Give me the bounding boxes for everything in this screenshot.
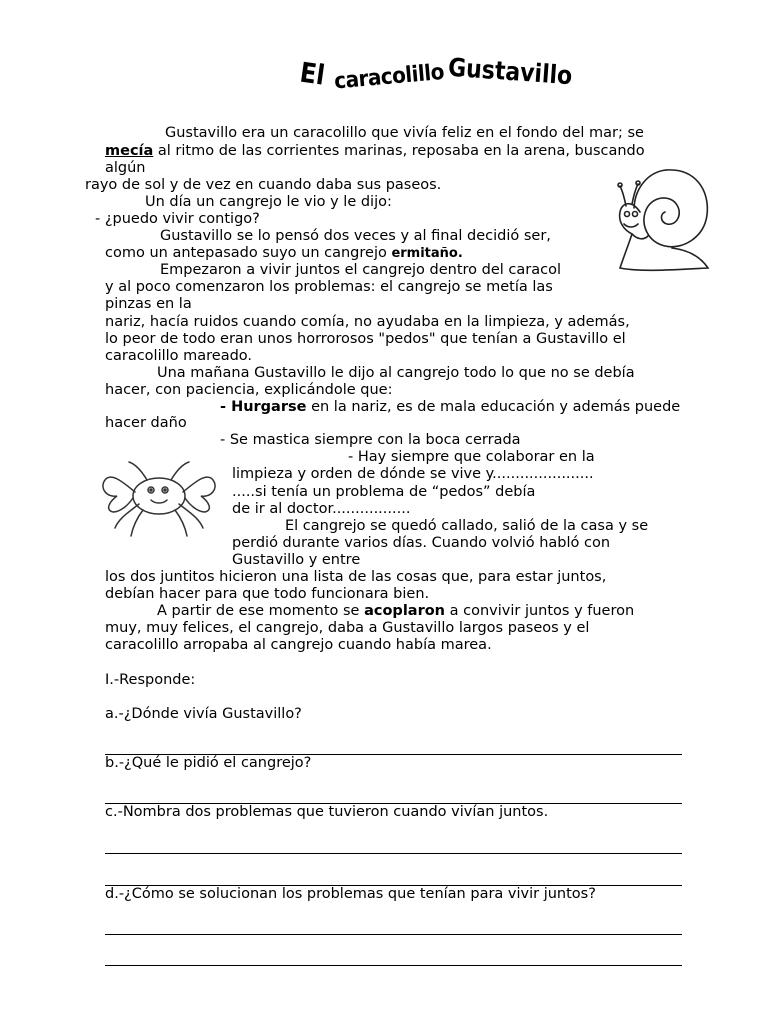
- story-line: - Se mastica siempre con la boca cerrada: [220, 432, 521, 448]
- story-line: - ¿puedo vivir contigo?: [95, 211, 260, 227]
- question-b: b.-¿Qué le pidió el cangrejo?: [105, 755, 312, 771]
- story-line: limpieza y orden de dónde se vive y......................: [232, 466, 594, 482]
- story-line: Gustavillo se lo pensó dos veces y al final decidió ser,: [160, 228, 551, 244]
- word-acoplaron: acoplaron: [364, 603, 446, 619]
- story-line: Empezaron a vivir juntos el cangrejo dentro del caracol: [160, 262, 561, 278]
- story-line: de ir al doctor.................: [232, 501, 411, 517]
- story-line: caracolillo mareado.: [105, 348, 253, 364]
- story-line: y al poco comenzaron los problemas: el cangrejo se metía las: [105, 279, 553, 295]
- title-word-gustavillo: Gustavillo: [447, 53, 574, 92]
- word-hurgarse: - Hurgarse: [220, 399, 307, 415]
- story-line: lo peor de todo eran unos horrorosos "pedos" que tenían a Gustavillo el: [105, 331, 626, 347]
- story-line: nariz, hacía ruidos cuando comía, no ayudaba en la limpieza, y además,: [105, 314, 630, 330]
- word-mecia: mecía: [105, 143, 154, 159]
- story-line: .....si tenía un problema de “pedos” debía: [232, 484, 536, 500]
- story-line: Gustavillo era un caracolillo que vivía feliz en el fondo del mar; se: [165, 125, 644, 141]
- snail-icon: [610, 160, 715, 278]
- story-line: hacer, con paciencia, explicándole que:: [105, 382, 393, 398]
- story-line: - Hay siempre que colaborar en la: [348, 449, 595, 465]
- answer-line: [105, 934, 682, 935]
- title-word-caracolillo: caracolillo: [333, 58, 445, 94]
- story-line: El cangrejo se quedó callado, salió de la casa y se: [285, 518, 649, 534]
- question-a: a.-¿Dónde vivía Gustavillo?: [105, 706, 302, 722]
- story-line: rayo de sol y de vez en cuando daba sus paseos.: [85, 177, 442, 193]
- title-word-el: El: [297, 56, 327, 92]
- page-title: [297, 53, 574, 106]
- story-line: A partir de ese momento se acoplaron a convivir juntos y fueron: [157, 603, 635, 619]
- story-line: - Hurgarse en la nariz, es de mala educación y además puede: [220, 399, 681, 415]
- story-line: Gustavillo y entre: [232, 552, 361, 568]
- question-c: c.-Nombra dos problemas que tuvieron cuando vivían juntos.: [105, 804, 549, 820]
- question-d: d.-¿Cómo se solucionan los problemas que tenían para vivir juntos?: [105, 886, 596, 902]
- story-line: muy, muy felices, el cangrejo, daba a Gustavillo largos paseos y el: [105, 620, 590, 636]
- story-line: hacer daño: [105, 415, 187, 431]
- story-line: mecía al ritmo de las corrientes marinas, reposaba en la arena, buscando: [105, 143, 645, 159]
- story-line: caracolillo arropaba al cangrejo cuando había marea.: [105, 637, 492, 653]
- answer-line: [105, 853, 682, 854]
- story-line: Una mañana Gustavillo le dijo al cangrejo todo lo que no se debía: [157, 365, 635, 381]
- story-line: los dos juntitos hicieron una lista de las cosas que, para estar juntos,: [105, 569, 607, 585]
- story-line: perdió durante varios días. Cuando volvió habló con: [232, 535, 611, 551]
- word-ermitano: ermitaño.: [391, 246, 463, 261]
- story-line: Un día un cangrejo le vio y le dijo:: [145, 194, 392, 210]
- story-line: algún: [105, 160, 146, 176]
- crab-icon: [95, 452, 223, 540]
- story-line: debían hacer para que todo funcionara bien.: [105, 586, 430, 602]
- story-line: pinzas en la: [105, 296, 192, 312]
- answer-line: [105, 965, 682, 966]
- story-line: como un antepasado suyo un cangrejo ermitaño.: [105, 245, 463, 261]
- questions-heading: I.-Responde:: [105, 672, 196, 688]
